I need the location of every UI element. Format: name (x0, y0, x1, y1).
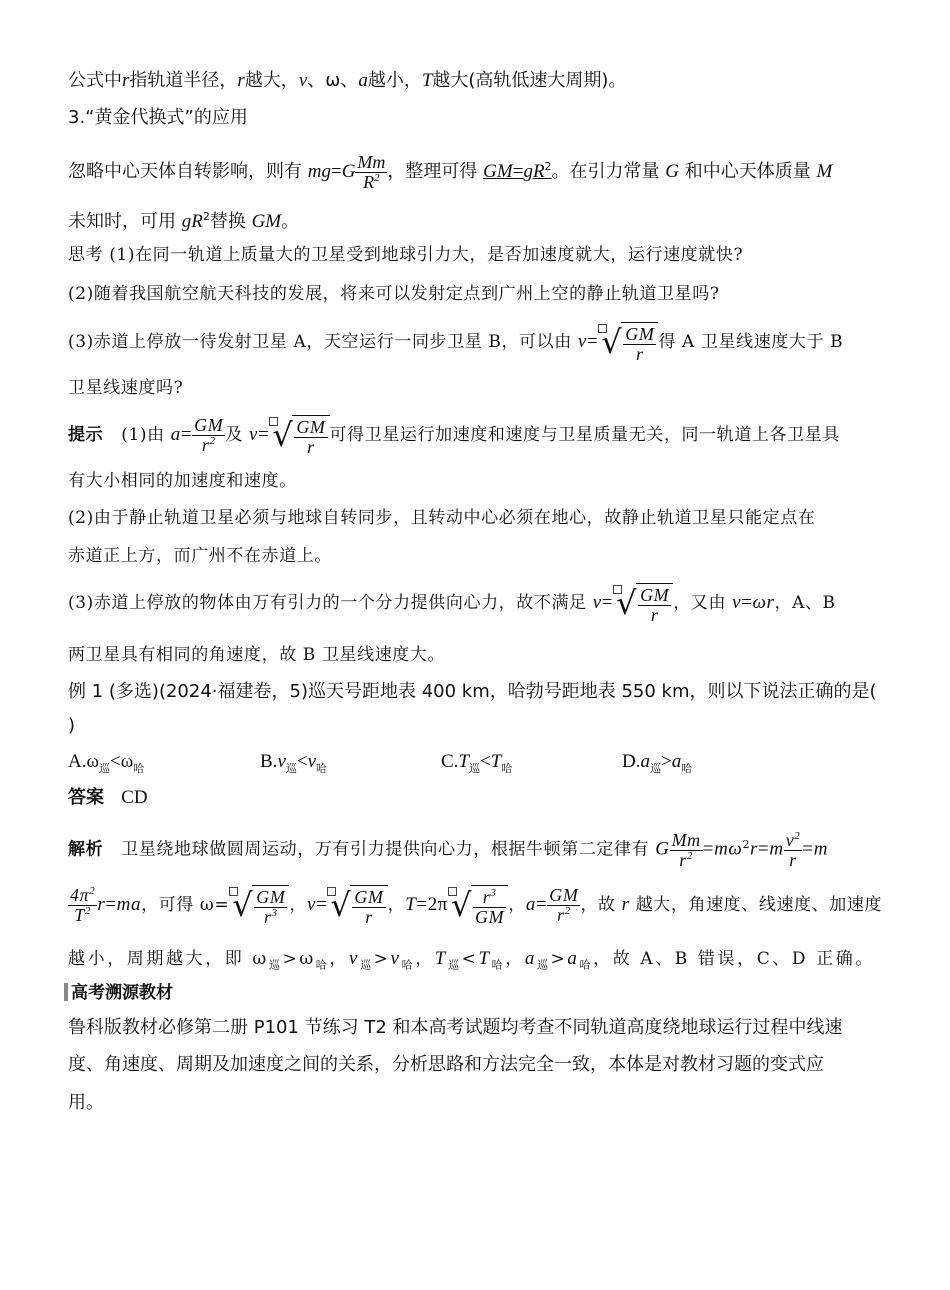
text: 越大(高轨低速大周期)。 (432, 70, 627, 91)
text: 。 (281, 211, 300, 232)
source-line-3: 用。 (68, 1092, 104, 1113)
think-question-3: (3)赤道上停放一待发射卫星 A，天空运行一同步卫星 B，可以由 v= √ $\frac{GM}{r}$ 得 A 卫星线速度大于 B (68, 322, 844, 364)
source-line-2: 度、角速度、周期及加速度之间的关系，分析思路和方法完全一致，本体是对教材习题的变式应 (68, 1054, 824, 1075)
option-c[interactable]: $C.T_巡<T_哈$ (441, 751, 513, 775)
text: ，故 (580, 895, 622, 915)
text: ，整理可得 (387, 161, 484, 182)
think-question-1: 思考 (1)在同一轨道上质量大的卫星受到地球引力大，是否加速度就大，运行速度就快? (68, 245, 744, 265)
think-question-2: (2)随着我国航空航天科技的发展，将来可以发射定点到广州上空的静止轨道卫星吗? (68, 284, 720, 304)
text: 越小， (367, 70, 422, 91)
answer-value: CD (121, 787, 148, 808)
option-a[interactable]: $A.\omega_巡<\omega_哈$ (68, 751, 145, 775)
hint-label: 提示 (68, 425, 104, 445)
text: 忽略中心天体自转影响，则有 (68, 161, 308, 182)
hint-line-3: (3)赤道上停放的物体由万有引力的一个分力提供向心力，故不满足 v= √ $\frac{GM}{r}$ ，又由 v=ωr，A、B (68, 583, 836, 625)
text: 公式中 (68, 70, 122, 91)
text: 越小，周期越大，即 ω (68, 949, 269, 969)
text: 、ω、 (307, 70, 359, 91)
hint-line-2-cont: 赤道正上方，而广州不在赤道上。 (68, 546, 332, 566)
text: (3)赤道上停放一待发射卫星 A，天空运行一同步卫星 B，可以由 (68, 332, 578, 352)
sqrt-GM-r: √ $\frac{GM}{r}$ (601, 322, 658, 364)
source-line-1: 鲁科版教材必修第二册 P101 节练习 T2 和本高考试题均考查不同轨道高度绕地球运行过程中线速 (68, 1017, 843, 1038)
source-title: 高考溯源教材 (71, 983, 173, 1003)
fraction-Mm-R2: $\frac{Mm}{R^2}$ (357, 151, 386, 192)
text: 及 (225, 425, 249, 445)
think-question-3-cont: 卫星线速度吗? (68, 378, 184, 398)
hint-line-1-cont: 有大小相同的加速度和速度。 (68, 471, 297, 491)
golden-substitution-line-2: 未知时，可用 $gR^2$替换 GM。 (68, 210, 300, 232)
example-question: 例 1 (多选)(2024·福建卷，5)巡天号距地表 400 km，哈勃号距地表 550 km，则以下说法正确的是( (68, 681, 877, 702)
text: 指轨道半径， (129, 70, 238, 91)
golden-formula: $GM=gR^2$ (483, 160, 552, 182)
analysis-line-2: $\frac{4\pi^2}{T^2}$ r=ma，可得 ω= √ $\frac{GM}{r^3}$ ，v= √ $\frac{GM}{r}$ ，T=2π √ $\frac{r^3}{GM}$ ，a= $\frac{GM}{r^2}$ ，故 r 越大，角速度、线速度、加速度 (70, 885, 883, 927)
golden-substitution-line: 忽略中心天体自转影响，则有 mg=G $\frac{Mm}{R^2}$ ，整理可得 $GM=gR^2$。在引力常量 G 和中心天体质量 M (68, 151, 833, 192)
text: 和中心天体质量 (679, 161, 817, 182)
text: (3)赤道上停放的物体由万有引力的一个分力提供向心力，故不满足 (68, 593, 593, 613)
text: ，又由 (673, 593, 733, 613)
formula-note-line: 公式中r指轨道半径，r越大，v、ω、a越小，T越大(高轨低速大周期)。 (68, 70, 627, 91)
text: 替换 (209, 211, 252, 232)
source-heading (64, 981, 173, 1005)
section-bar-icon (64, 983, 68, 1001)
sqrt-GM-r: √ $\frac{GM}{r}$ (272, 415, 329, 457)
sqrt-GM-r: √ $\frac{GM}{r}$ (616, 583, 673, 625)
fraction-GM-r2: $\frac{GM}{r^2}$ (194, 415, 224, 455)
text: 得 A 卫星线速度大于 B (658, 332, 844, 352)
answer-line (68, 786, 148, 810)
answer-label: 答案 (68, 787, 104, 808)
option-b[interactable]: $B.v_巡<v_哈$ (260, 751, 328, 775)
text: 。在引力常量 (551, 161, 666, 182)
hint-line-3-cont: 两卫星具有相同的角速度，故 B 卫星线速度大。 (68, 645, 446, 665)
text: 越大，角速度、线速度、加速度 (629, 895, 883, 915)
hint-line-2: (2)由于静止轨道卫星必须与地球自转同步，且转动中心必须在地心，故静止轨道卫星只能定点在 (68, 508, 816, 528)
example-question-cont: ) (68, 715, 76, 736)
analysis-line-3: 越小，周期越大，即 $\omega_巡>\omega_哈$，$v_巡>v_哈$，$T_巡<T_哈$，$a_巡>a_哈$，故 A、B 错误，C、D 正确。 (68, 948, 875, 972)
option-d[interactable]: $D.a_巡>a_哈$ (622, 751, 693, 775)
analysis-label: 解析 (68, 839, 104, 860)
text: 可得卫星运行加速度和速度与卫星质量无关，同一轨道上各卫星具 (329, 425, 840, 445)
text: 卫星绕地球做圆周运动，万有引力提供向心力，根据牛顿第二定律有 (121, 839, 656, 860)
hint-line-1: 提示 (1)由 a= $\frac{GM}{r^2}$ 及 v= √ $\frac{GM}{r}$ 可得卫星运行加速度和速度与卫星质量无关，同一轨道上各卫星具 (68, 415, 840, 457)
text: ，故 A、B 错误，C、D 正确。 (593, 949, 875, 969)
text: 越大， (244, 70, 299, 91)
section-heading: 3.“黄金代换式”的应用 (68, 107, 248, 128)
text: (1)由 (121, 425, 171, 445)
text: 未知时，可用 (68, 211, 182, 232)
analysis-line-1: 解析 卫星绕地球做圆周运动，万有引力提供向心力，根据牛顿第二定律有 G $\frac{Mm}{r^2}$ $=m\omega^2r=m$ $\frac{v^2}{r}$ =m (68, 829, 829, 870)
text: ，A、B (774, 593, 836, 613)
text: ，可得 ω= (141, 895, 230, 915)
